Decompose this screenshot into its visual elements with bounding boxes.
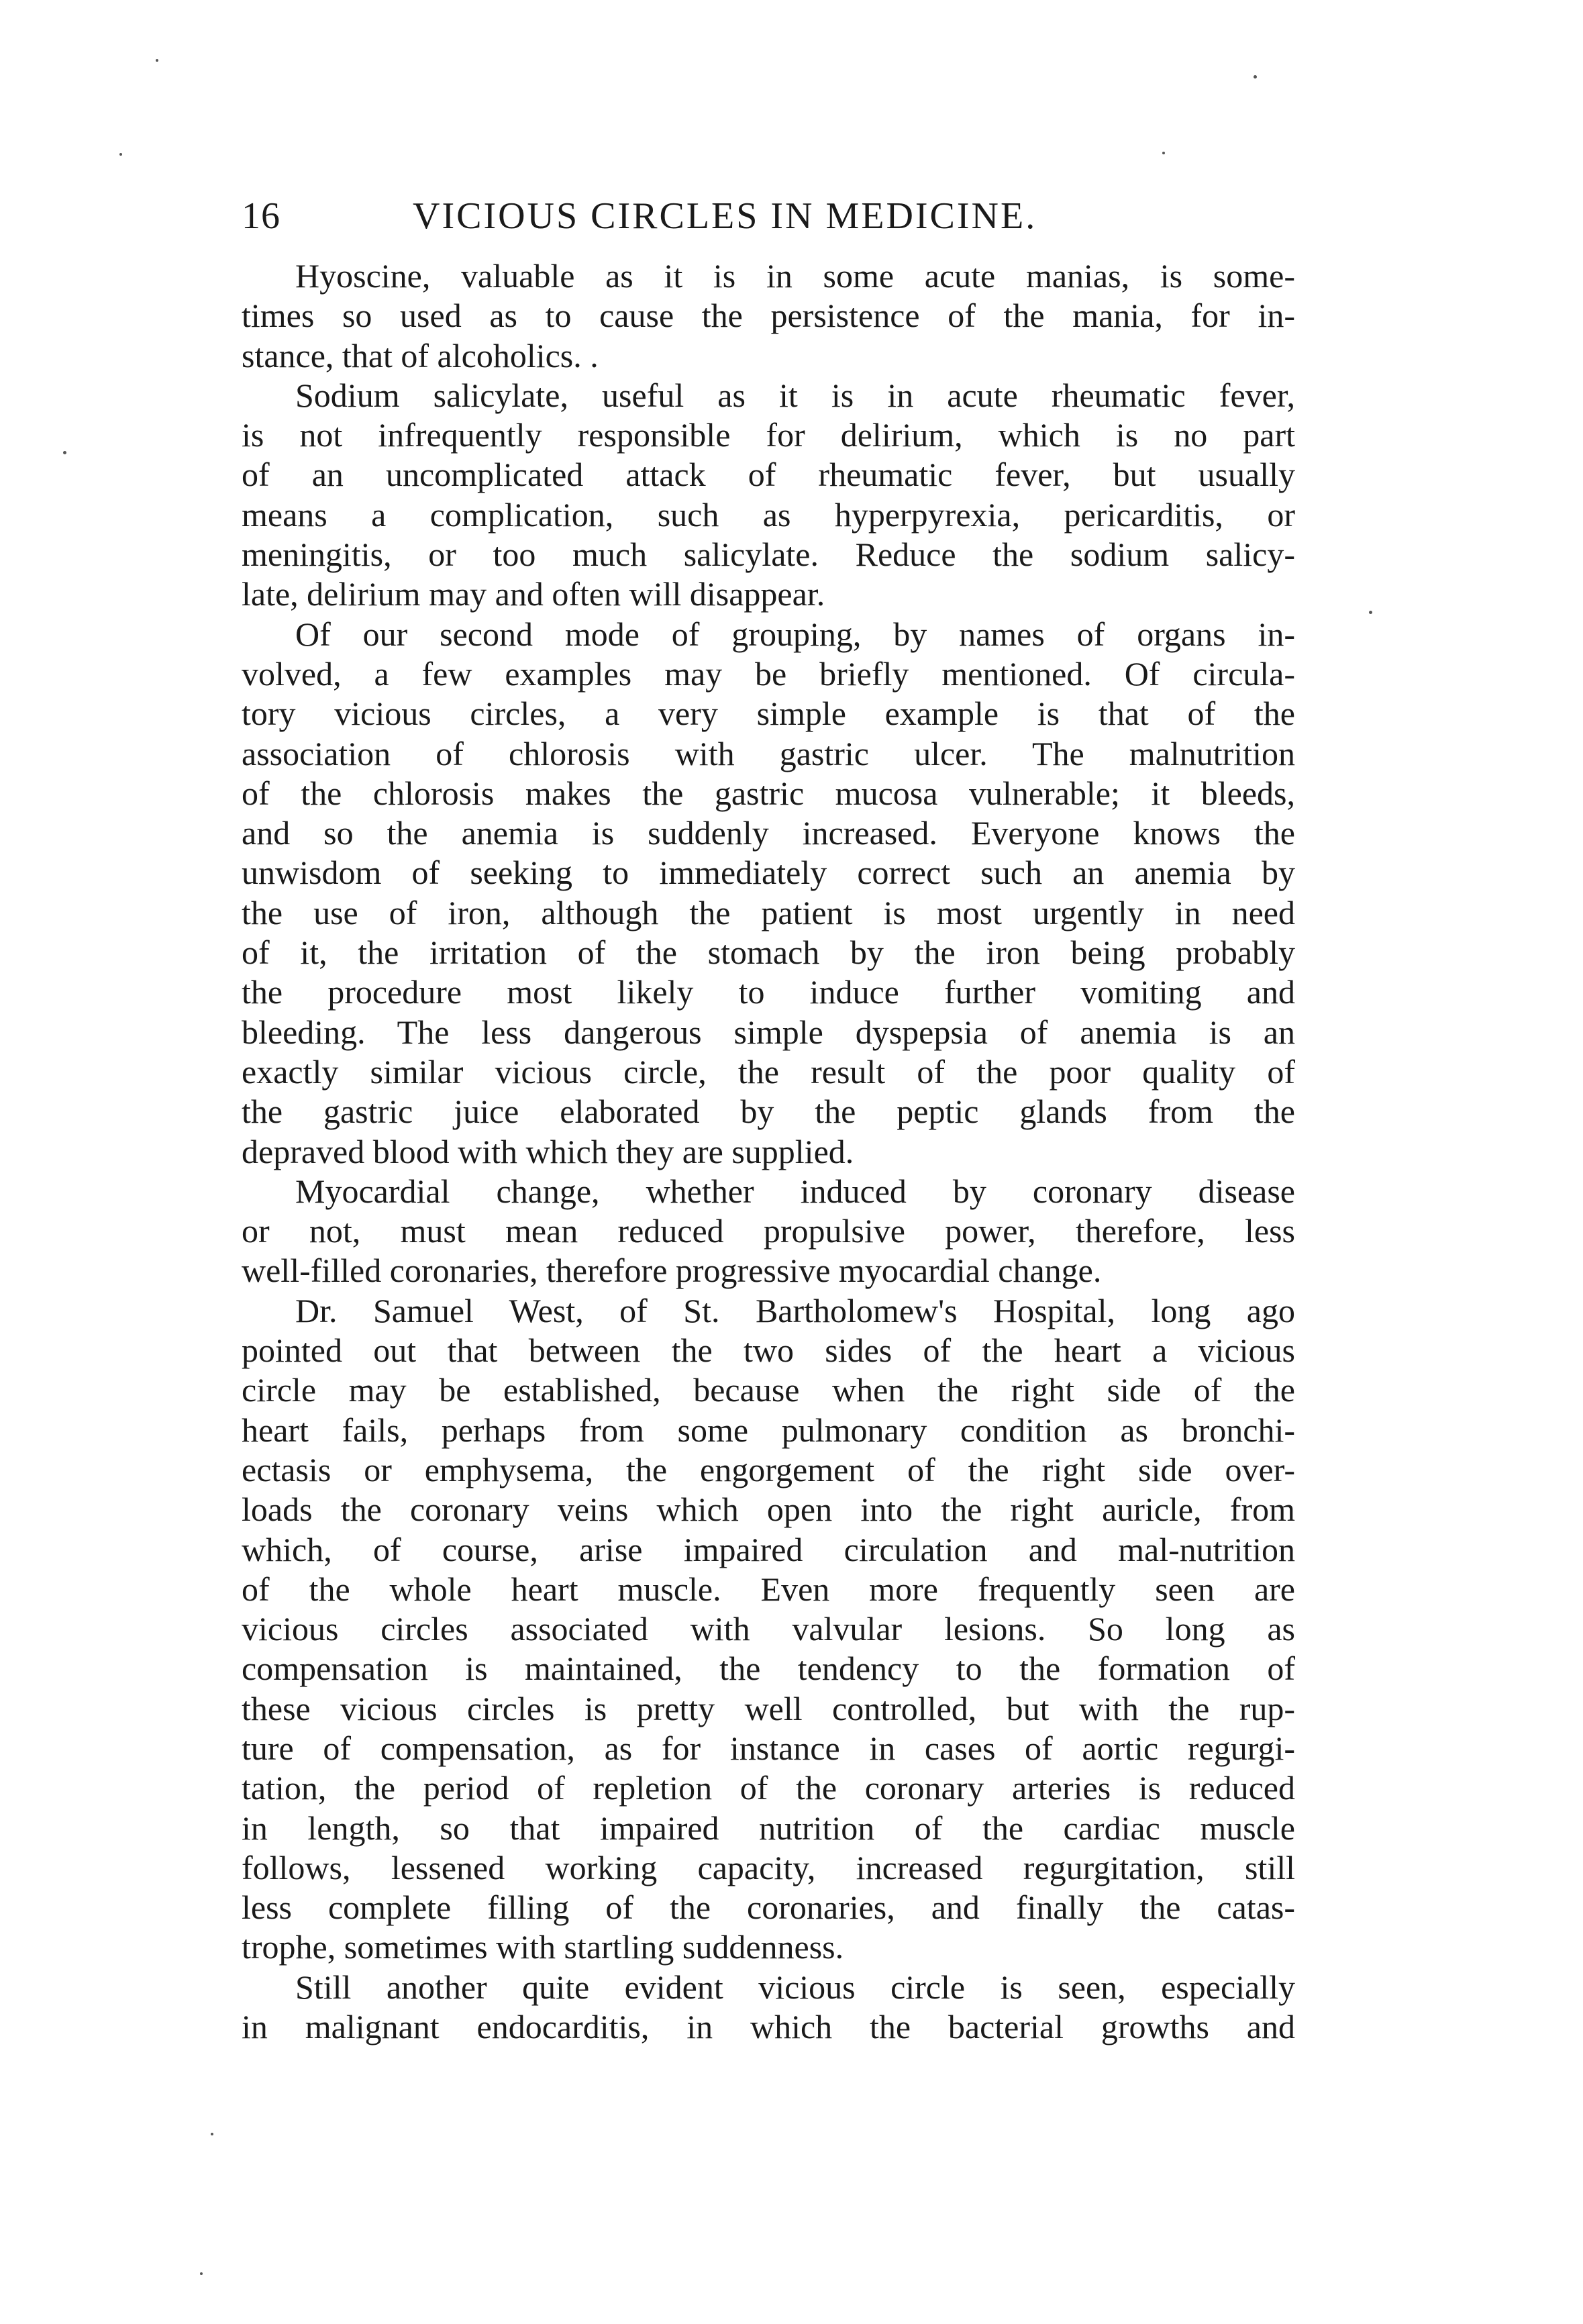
body-text [242,256,1295,2047]
scan-speck [1254,75,1257,79]
text-line: which, of course, arise impaired circulation and mal-nutrition [242,1530,1295,1568]
text-line: stance, that of alcoholics. . [242,336,599,374]
text-line: well-filled coronaries, therefore progressive myocardial change. [242,1252,1102,1290]
text-line: Still another quite evident vicious circle is seen, especially [295,1968,1295,2006]
scan-speck [1369,611,1372,614]
text-line: times so used as to cause the persistence of the mania, for in- [242,297,1295,335]
text-line: less complete filling of the coronaries, and finally the catas- [242,1888,1295,1927]
text-line: heart fails, perhaps from some pulmonary condition as bronchi- [242,1411,1295,1449]
text-line: the gastric juice elaborated by the peptic glands from the [242,1093,1295,1131]
text-line: and so the anemia is suddenly increased. Everyone knows the [242,814,1295,852]
text-line: circle may be established, because when the right side of the [242,1371,1295,1409]
text-line: late, delirium may and often will disappear. [242,575,825,613]
text-line: of the whole heart muscle. Even more frequently seen are [242,1570,1295,1608]
text-line: means a complication, such as hyperpyrexia, pericarditis, or [242,495,1295,534]
text-line: Dr. Samuel West, of St. Bartholomew's Hospital, long ago [295,1291,1295,1329]
text-line: association of chlorosis with gastric ulcer. The malnutrition [242,734,1295,772]
text-line: volved, a few examples may be briefly mentioned. Of circula- [242,654,1295,693]
text-line: is not infrequently responsible for delirium, which is no part [242,416,1295,454]
text-line: Of our second mode of grouping, by names of organs in- [295,615,1295,653]
text-line: unwisdom of seeking to immediately correct such an anemia by [242,854,1295,892]
text-line: pointed out that between the two sides of the heart a vicious [242,1331,1295,1370]
text-line: in malignant endocarditis, in which the bacterial growths and [242,2008,1295,2046]
text-line: exactly similar vicious circle, the result of the poor quality of [242,1052,1295,1091]
text-line: loads the coronary veins which open into the right auricle, from [242,1491,1295,1529]
text-line: meningitis, or too much salicylate. Reduce the sodium salicy- [242,536,1295,574]
scan-speck [211,2133,213,2135]
text-line: tation, the period of repletion of the coronary arteries is reduced [242,1769,1295,1807]
text-line: Hyoscine, valuable as it is in some acute manias, is some- [295,257,1295,295]
text-line: depraved blood with which they are supplied. [242,1132,854,1170]
text-line: compensation is maintained, the tendency to the formation of [242,1650,1295,1688]
scan-speck [119,153,122,156]
page-header [242,189,1208,243]
text-line: the procedure most likely to induce further vomiting and [242,973,1295,1011]
running-title: VICIOUS CIRCLES IN MEDICINE. [413,195,1037,237]
text-line: the use of iron, although the patient is most urgently in need [242,893,1295,931]
scan-speck [200,2272,203,2275]
text-line: these vicious circles is pretty well controlled, but with the rup- [242,1689,1295,1727]
text-line: ectasis or emphysema, the engorgement of the right side over- [242,1450,1295,1488]
text-line: or not, must mean reduced propulsive power, therefore, less [242,1212,1295,1250]
text-line: bleeding. The less dangerous simple dyspepsia of anemia is an [242,1013,1295,1051]
text-line: follows, lessened working capacity, increased regurgitation, still [242,1848,1295,1886]
text-line: vicious circles associated with valvular lesions. So long as [242,1610,1295,1648]
text-line: Sodium salicylate, useful as it is in acute rheumatic fever, [295,376,1295,414]
scan-speck [156,59,158,62]
text-line: trophe, sometimes with startling suddenness. [242,1928,844,1966]
text-line: of the chlorosis makes the gastric mucosa vulnerable; it bleeds, [242,774,1295,812]
page-number: 16 [242,195,280,237]
text-line: ture of compensation, as for instance in cases of aortic regurgi- [242,1729,1295,1767]
scan-speck [63,451,66,454]
text-line: tory vicious circles, a very simple example is that of the [242,695,1295,733]
text-line: of it, the irritation of the stomach by the iron being probably [242,933,1295,972]
text-line: of an uncomplicated attack of rheumatic fever, but usually [242,456,1295,494]
scan-speck [1162,152,1165,154]
text-line: in length, so that impaired nutrition of the cardiac muscle [242,1809,1295,1847]
text-line: Myocardial change, whether induced by coronary disease [295,1172,1295,1210]
